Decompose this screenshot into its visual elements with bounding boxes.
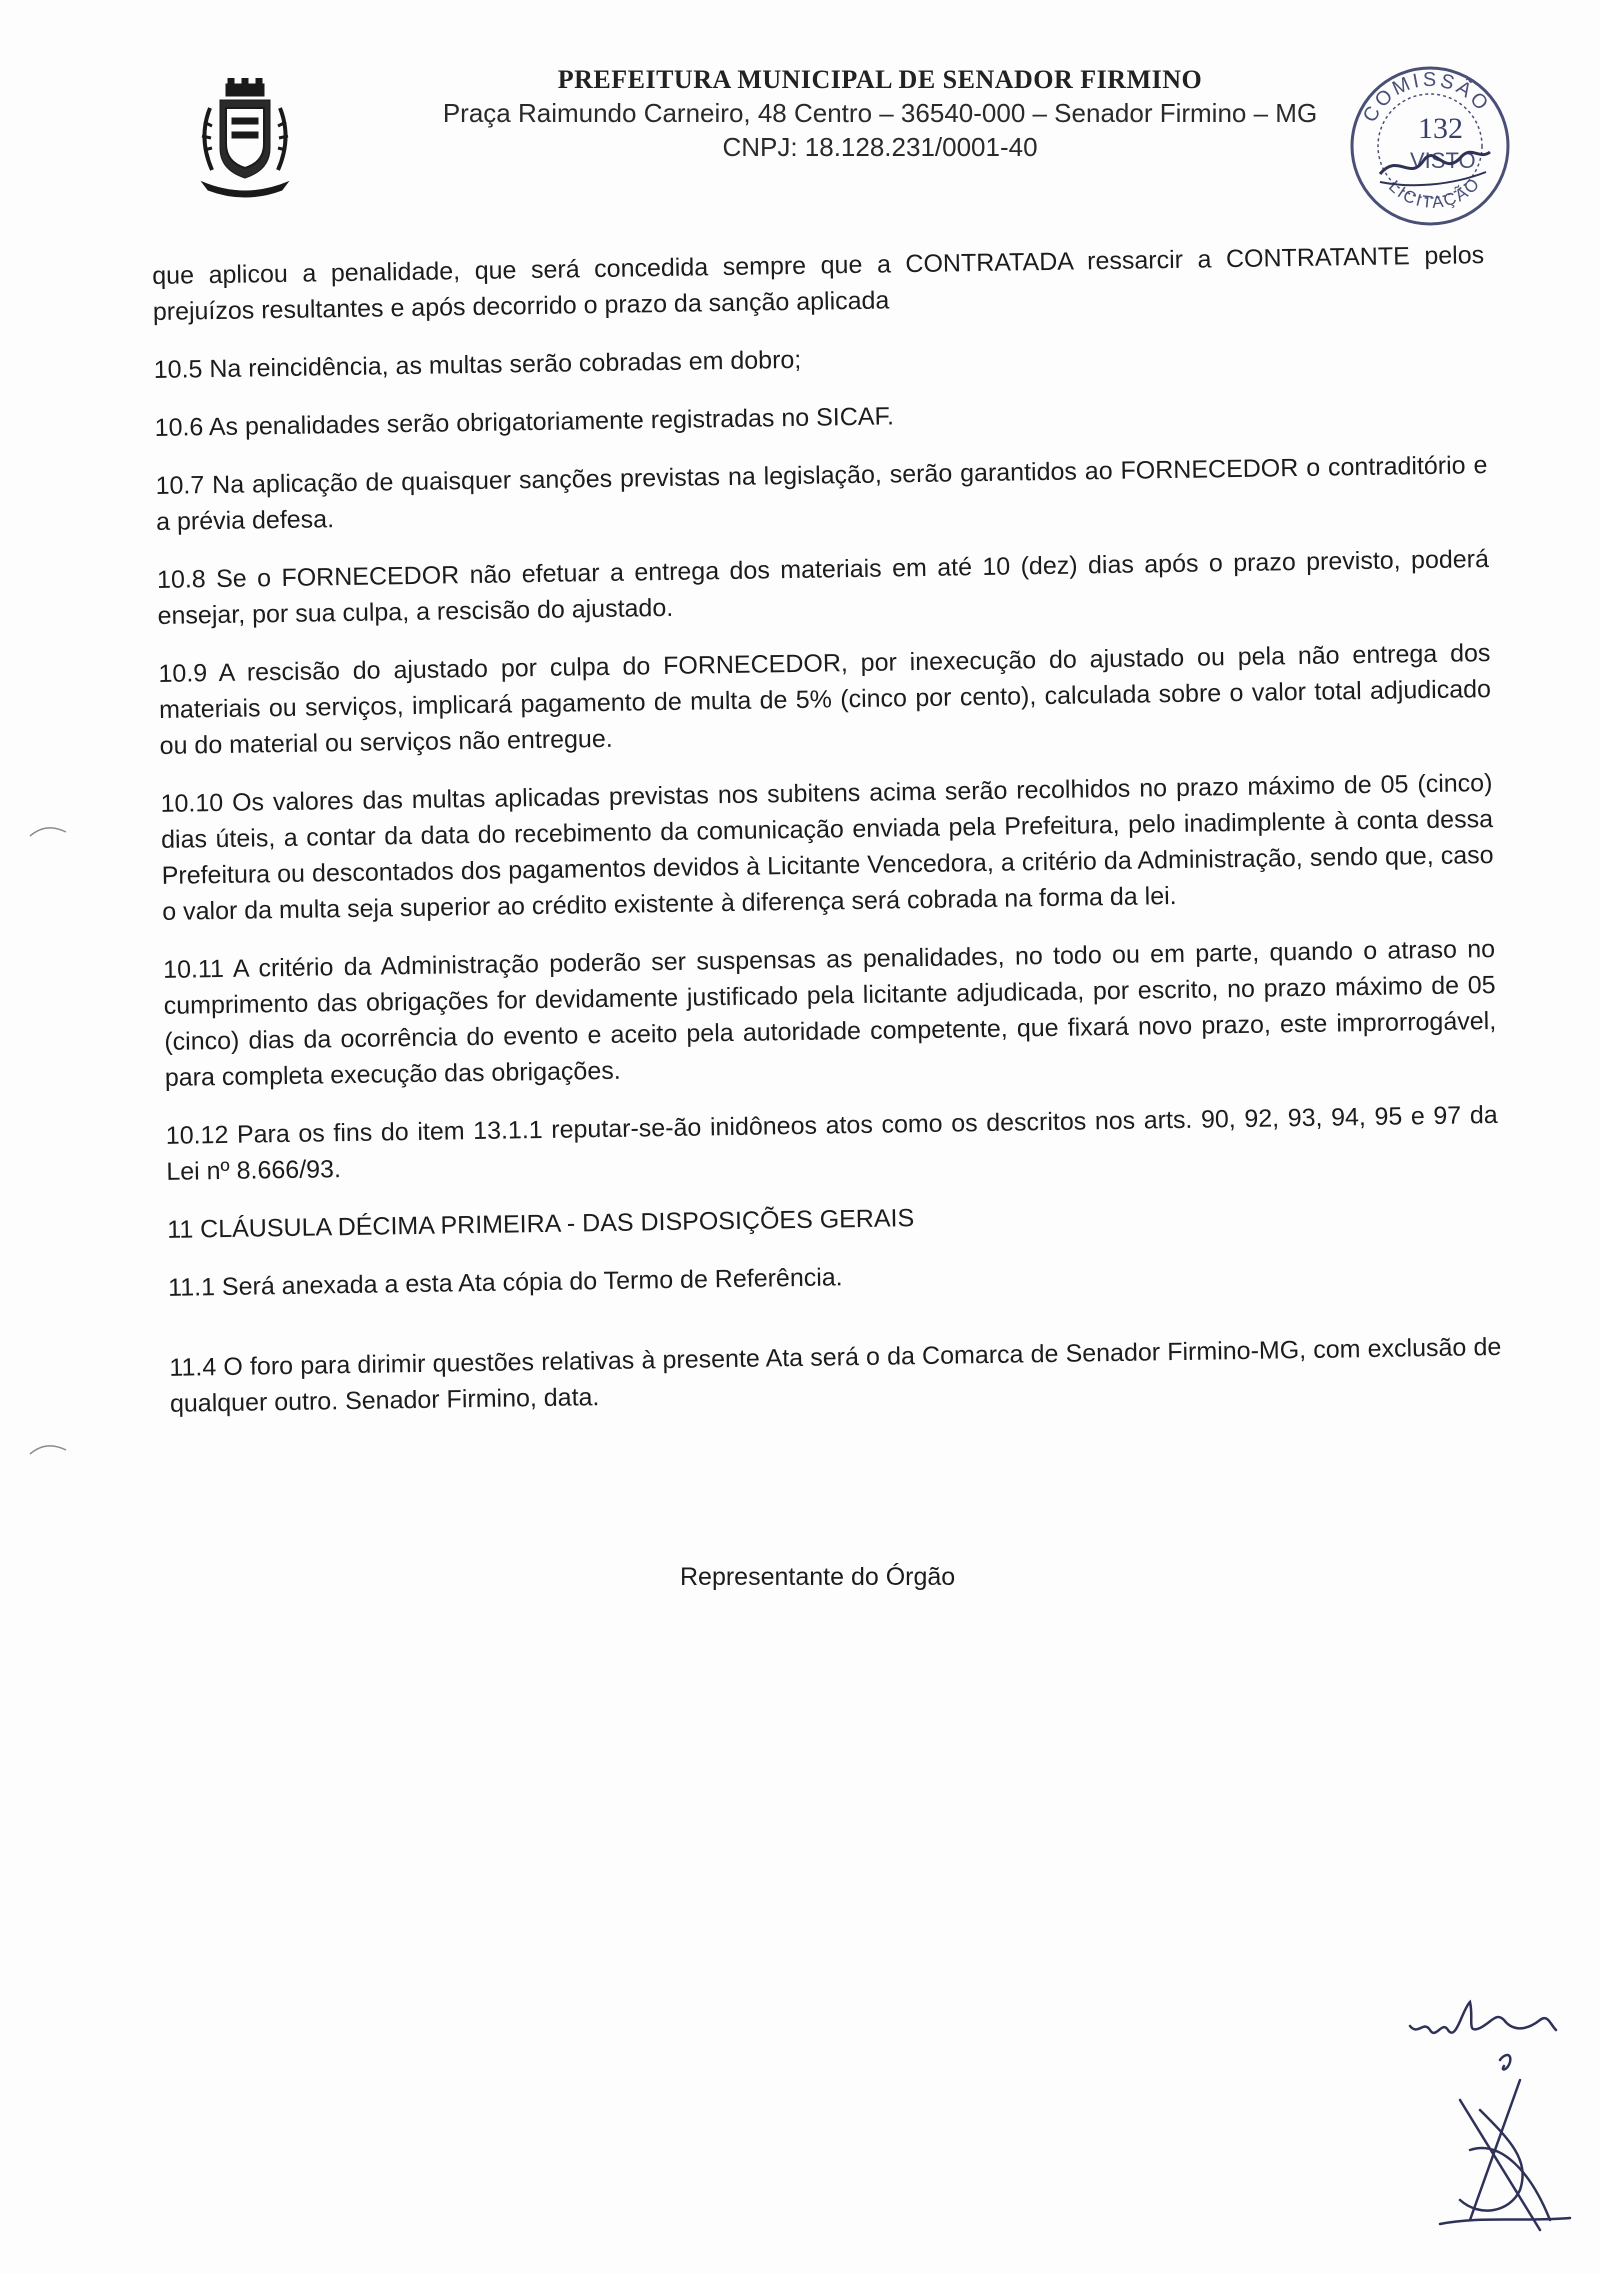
letterhead (400, 64, 1360, 164)
paragraph-10-8: 10.8 Se o FORNECEDOR não efetuar a entrega dos materiais em até 10 (dez) dias após o prazo previsto, poderá ensejar, por sua culpa, a rescisão do ajustado. (156, 545, 1490, 630)
paragraph-10-5: 10.5 Na reincidência, as multas serão cobradas em dobro; (153, 345, 802, 384)
stamp-top-text: COMISSÃO (1358, 68, 1495, 127)
municipality-address: Praça Raimundo Carneiro, 48 Centro – 36540-000 – Senador Firmino – MG (442, 98, 1318, 128)
signature-label: Representante do Órgão (680, 1563, 956, 1591)
paragraph-11-4: 11.4 O foro para dirimir questões relativas à presente Ata será o da Comarca de Senador Firmino-MG, com exclusão de qualquer outro. Senador Firmino, data. (169, 1332, 1502, 1418)
paragraph-11-1: 11.1 Será anexada a esta Ata cópia do Termo de Referência. (167, 1263, 843, 1302)
commission-stamp (1340, 56, 1520, 236)
paragraph-10-6: 10.6 As penalidades serão obrigatoriamente registradas no SICAF. (154, 402, 895, 442)
handwritten-initials (1400, 1990, 1580, 2240)
stamp-number: 132 (1418, 112, 1463, 145)
municipal-crest-icon (190, 78, 300, 198)
margin-mark (28, 1440, 68, 1456)
stamp-bottom-text: LICITAÇÃO (1385, 173, 1485, 212)
paragraph-10-11: 10.11 A critério da Administração poderão ser suspensas as penalidades, no todo ou em parte, quando o atraso no cumprimento das obrigações for devidamente justificado pela licitante adjudicada, por escrito, no prazo máximo de 05 (cinco) dias da ocorrência do evento e aceito pela autoridade competente, que fixará novo prazo, este improrrogável, para completa execução das obrigações. (162, 934, 1497, 1092)
document-body (152, 237, 1502, 1444)
clause-11-heading: 11 CLÁUSULA DÉCIMA PRIMEIRA - DAS DISPOSIÇÕES GERAIS (167, 1204, 915, 1244)
paragraph-10-9: 10.9 A rescisão do ajustado por culpa do FORNECEDOR, por inexecução do ajustado ou pela não entrega dos materiais ou serviços, implicará pagamento de multa de 5% (cinco por cento), calculada sobre o valor total adjudicado ou do material ou serviços não entregue. (158, 639, 1492, 760)
paragraph-10-7: 10.7 Na aplicação de quaisquer sanções previstas na legislação, serão garantidos ao FORNECEDOR o contraditório e a prévia defesa. (155, 451, 1488, 536)
stamp-mid-text: VISTO (1410, 148, 1476, 173)
margin-mark (28, 822, 68, 838)
municipality-cnpj: CNPJ: 18.128.231/0001-40 (722, 132, 1038, 162)
paragraph-10-12: 10.12 Para os fins do item 13.1.1 reputar-se-ão inidôneos atos como os descritos nos arts. 90, 92, 93, 94, 95 e 97 da Lei nº 8.666/93. (165, 1100, 1498, 1186)
paragraph-10-10: 10.10 Os valores das multas aplicadas previstas nos subitens acima serão recolhidos no prazo máximo de 05 (cinco) dias úteis, a contar da data do recebimento da comunicação enviada pela Prefeitura, pelo inadimplente à conta dessa Prefeitura ou descontados dos pagamentos devidos à Licitante Vencedora, a critério da Administração, sendo que, caso o valor da multa seja superior ao crédito existente à diferença será cobrada na forma da lei. (160, 769, 1494, 926)
paragraph-continuation: que aplicou a penalidade, que será concedida sempre que a CONTRATADA ressarcir a CONTRATANTE pelos prejuízos resultantes e após decorrido o prazo da sanção aplicada (152, 241, 1485, 326)
municipality-title: PREFEITURA MUNICIPAL DE SENADOR FIRMINO (557, 65, 1203, 94)
svg-text:LICITAÇÃO (1385, 173, 1484, 212)
